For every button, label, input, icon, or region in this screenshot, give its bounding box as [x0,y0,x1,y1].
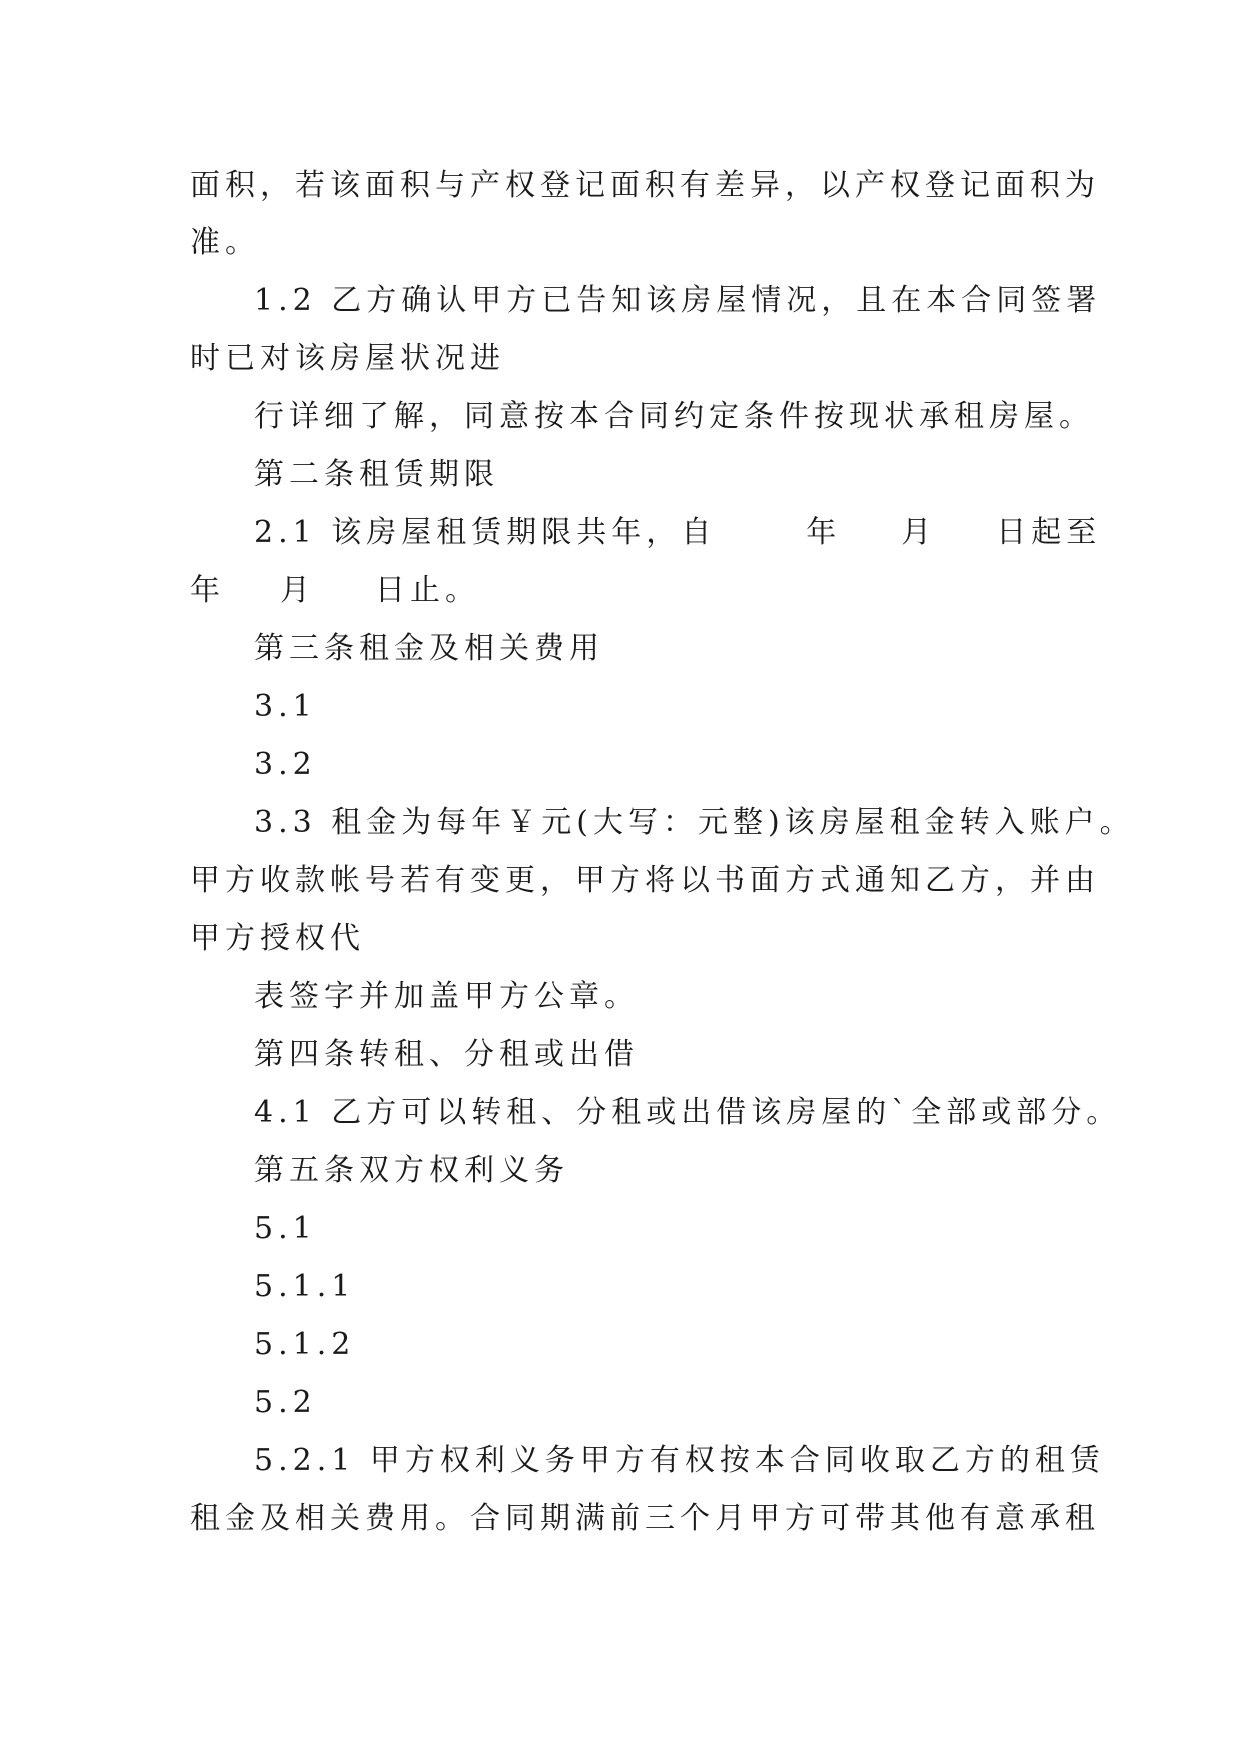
text-line: 3.3 租金为每年￥元(大写：元整)该房屋租金转入账户。 [254,805,1135,840]
text-line: 甲方授权代 [190,921,365,956]
text-line: 准。 [190,225,260,260]
text-line: 5.2.1 甲方权利义务甲方有权按本合同收取乙方的租赁 [254,1443,1105,1478]
text-line: 4.1 乙方可以转租、分租或出借该房屋的`全部或部分。 [254,1095,1122,1130]
text-line: 1.2 乙方确认甲方已告知该房屋情况，且在本合同签署 [254,283,1102,318]
text-line: 行详细了解，同意按本合同约定条件按现状承租房屋。 [254,399,1094,434]
article-heading: 第四条转租、分租或出借 [254,1037,639,1072]
clause-number: 5.1 [254,1211,317,1246]
clause-number: 5.1.2 [254,1327,356,1362]
text-line: 面积，若该面积与产权登记面积有差异，以产权登记面积为 [190,168,1100,203]
month-blank-label: 月 [901,515,937,550]
year-blank-label: 年 [190,573,225,608]
article-heading: 第二条租赁期限 [254,457,499,492]
text-line-with-blanks [190,571,1090,611]
day-blank-label: 日止。 [375,573,480,608]
article-heading: 第五条双方权利义务 [254,1153,569,1188]
text-line: 时已对该房屋状况进 [190,341,505,376]
text-line: 表签字并加盖甲方公章。 [254,979,639,1014]
year-blank-label: 年 [806,515,842,550]
day-blank-label: 日起至 [996,515,1102,550]
clause-number: 5.1.1 [254,1269,356,1304]
text-segment: 2.1 该房屋租赁期限共年，自 [254,515,717,550]
text-line: 租金及相关费用。合同期满前三个月甲方可带其他有意承租 [190,1501,1100,1536]
clause-number: 3.2 [254,747,317,782]
month-blank-label: 月 [280,573,315,608]
article-heading: 第三条租金及相关费用 [254,631,604,666]
clause-number: 3.1 [254,689,317,724]
text-line: 甲方收款帐号若有变更，甲方将以书面方式通知乙方，并由 [190,863,1100,898]
clause-number: 5.2 [254,1385,317,1420]
text-line-with-blanks [254,513,1154,553]
